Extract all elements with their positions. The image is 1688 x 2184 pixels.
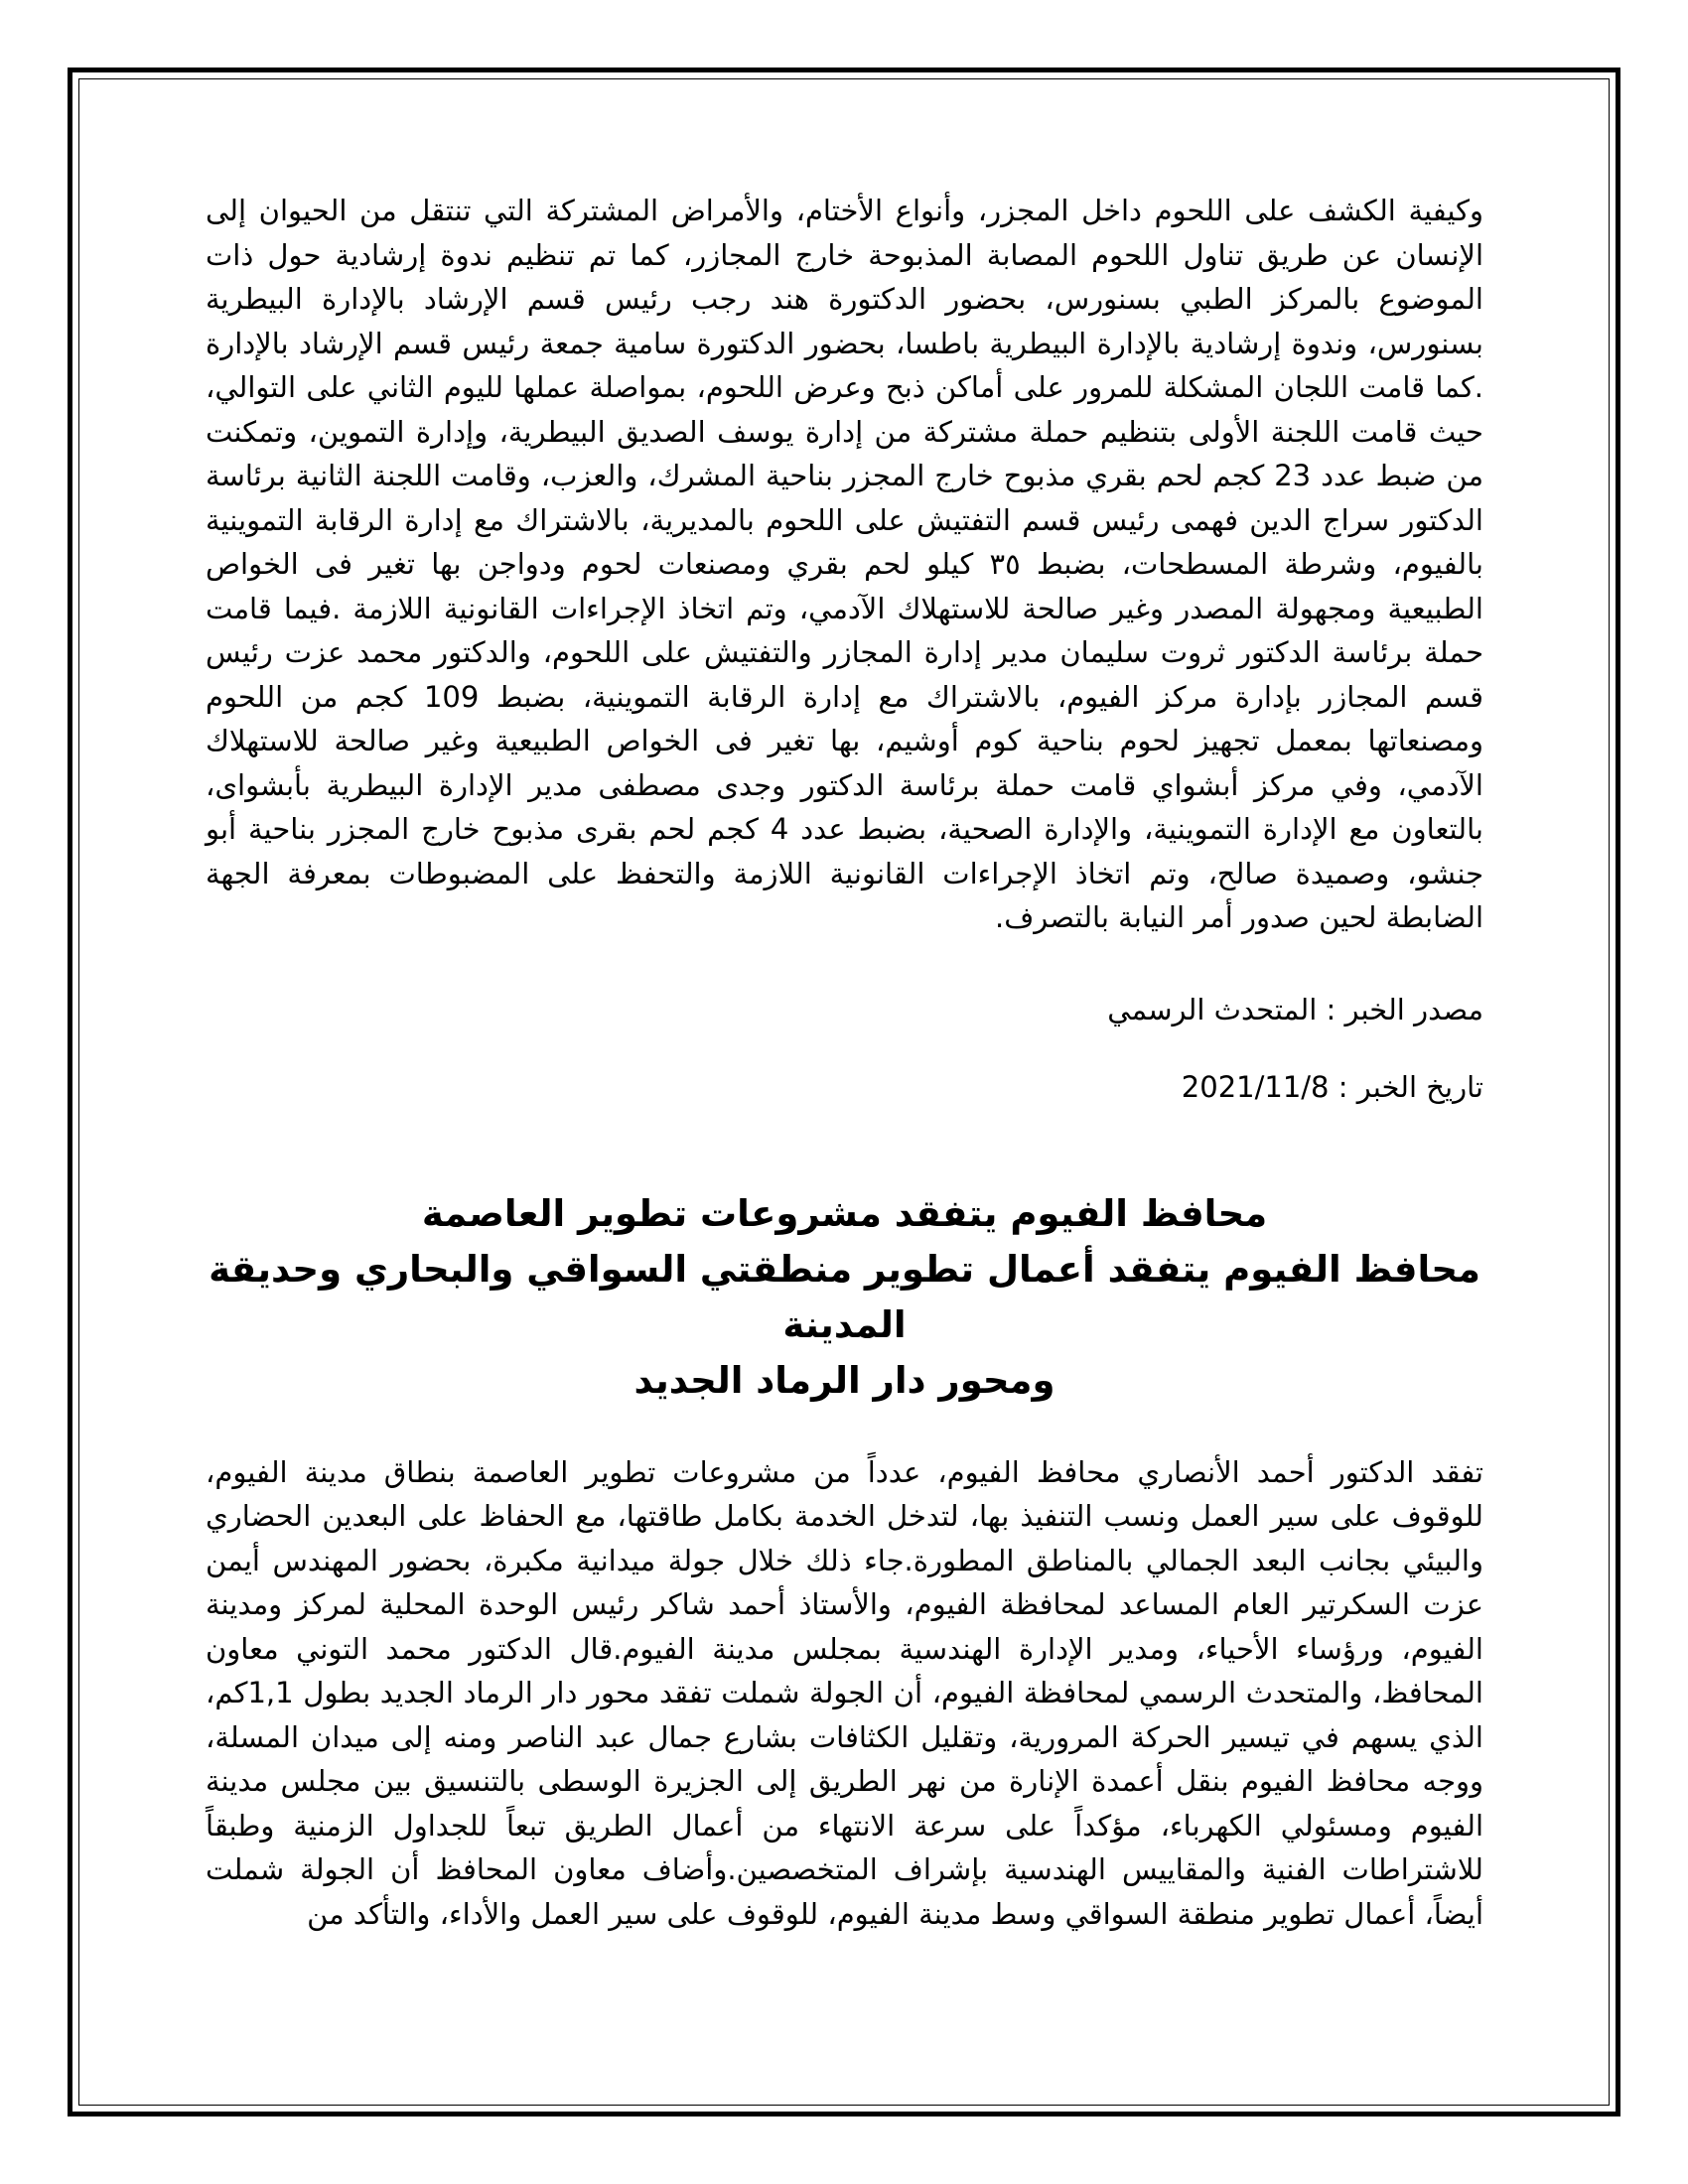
article-1-body: وكيفية الكشف على اللحوم داخل المجزر، وأنواع الأختام، والأمراض المشتركة التي تنتقل من الحيوان إلى الإنسان عن طريق تناول اللحوم المصابة المذبوحة خارج المجازر، كما تم تنظيم ندوة إرشادية حول ذات الموضوع بالمركز الطبي بسنورس، بحضور الدكتورة هند رجب رئيس قسم الإرشاد بالإدارة البيطرية بسنورس، وندوة إرشادية بالإدارة البيطرية باطسا، بحضور الدكتورة سامية جمعة رئيس قسم الإرشاد بالإدارة .كما قامت اللجان المشكلة للمرور على أماكن ذبح وعرض اللحوم، بمواصلة عملها لليوم الثاني على التوالي، حيث قامت اللجنة الأولى بتنظيم حملة مشتركة من إدارة يوسف الصديق البيطرية، وإدارة التموين، وتمكنت من ضبط عدد 23 كجم لحم بقري مذبوح خارج المجزر بناحية المشرك، والعزب، وقامت اللجنة الثانية برئاسة الدكتور سراج الدين فهمى رئيس قسم التفتيش على اللحوم بالمديرية، بالاشتراك مع إدارة الرقابة التموينية بالفيوم، وشرطة المسطحات، بضبط ٣٥ كيلو لحم بقري ومصنعات لحوم ودواجن بها تغير فى الخواص الطبيعية ومجهولة المصدر وغير صالحة للاستهلاك الآدمي، وتم اتخاذ الإجراءات القانونية اللازمة .فيما قامت حملة برئاسة الدكتور ثروت سليمان مدير إدارة المجازر والتفتيش على اللحوم، والدكتور محمد عزت رئيس قسم المجازر بإدارة مركز الفيوم، بالاشتراك مع إدارة الرقابة التموينية، بضبط 109 كجم من اللحوم ومصنعاتها بمعمل تجهيز لحوم بناحية كوم أوشيم، بها تغير فى الخواص الطبيعية وغير صالحة للاستهلاك الآدمي، وفي مركز أبشواي قامت حملة برئاسة الدكتور وجدى مصطفى مدير الإدارة البيطرية بأبشواى، بالتعاون مع الإدارة التموينية، والإدارة الصحية، بضبط عدد 4 كجم لحم بقرى مذبوح خارج المجزر بناحية أبو جنشو، وصميدة صالح، وتم اتخاذ الإجراءات القانونية اللازمة والتحفظ على المضبوطات بمعرفة الجهة الضابطة لحين صدور أمر النيابة بالتصرف. bbox=[206, 194, 1483, 934]
article-2-headline bbox=[206, 1186, 1483, 1409]
headline-line-1: محافظ الفيوم يتفقد مشروعات تطوير العاصمة bbox=[421, 1191, 1268, 1235]
news-date: تاريخ الخبر : 2021/11/8 bbox=[1181, 1069, 1483, 1104]
article-2-body: تفقد الدكتور أحمد الأنصاري محافظ الفيوم، عدداً من مشروعات تطوير العاصمة بنطاق مدينة الفيوم، للوقوف على سير العمل ونسب التنفيذ بها، لتدخل الخدمة بكامل طاقتها، مع الحفاظ على البعدين الحضاري والبيئي بجانب البعد الجمالي بالمناطق المطورة.جاء ذلك خلال جولة ميدانية مكبرة، بحضور المهندس أيمن عزت السكرتير العام المساعد لمحافظة الفيوم، والأستاذ أحمد شاكر رئيس الوحدة المحلية لمركز ومدينة الفيوم، ورؤساء الأحياء، ومدير الإدارة الهندسية بمجلس مدينة الفيوم.قال الدكتور محمد التوني معاون المحافظ، والمتحدث الرسمي لمحافظة الفيوم، أن الجولة شملت تفقد محور دار الرماد الجديد بطول 1,1كم، الذي يسهم في تيسير الحركة المرورية، وتقليل الكثافات بشارع جمال عبد الناصر ومنه إلى ميدان المسلة، ووجه محافظ الفيوم بنقل أعمدة الإنارة من نهر الطريق إلى الجزيرة الوسطى بالتنسيق بين مجلس مدينة الفيوم ومسئولي الكهرباء، مؤكداً على سرعة الانتهاء من أعمال الطريق تبعاً للجداول الزمنية وطبقاً للاشتراطات الفنية والمقاييس الهندسية بإشراف المتخصصين.وأضاف معاون المحافظ أن الجولة شملت أيضاً، أعمال تطوير منطقة السواقي وسط مدينة الفيوم، للوقوف على سير العمل والأداء، والتأكد من bbox=[206, 1454, 1483, 1931]
headline-line-3: ومحور دار الرماد الجديد bbox=[633, 1358, 1055, 1402]
news-source: مصدر الخبر : المتحدث الرسمي bbox=[1107, 992, 1483, 1026]
document-content bbox=[206, 189, 1483, 1936]
headline-line-2: محافظ الفيوم يتفقد أعمال تطوير منطقتي السواقي والبحاري وحديقة المدينة bbox=[209, 1247, 1480, 1346]
